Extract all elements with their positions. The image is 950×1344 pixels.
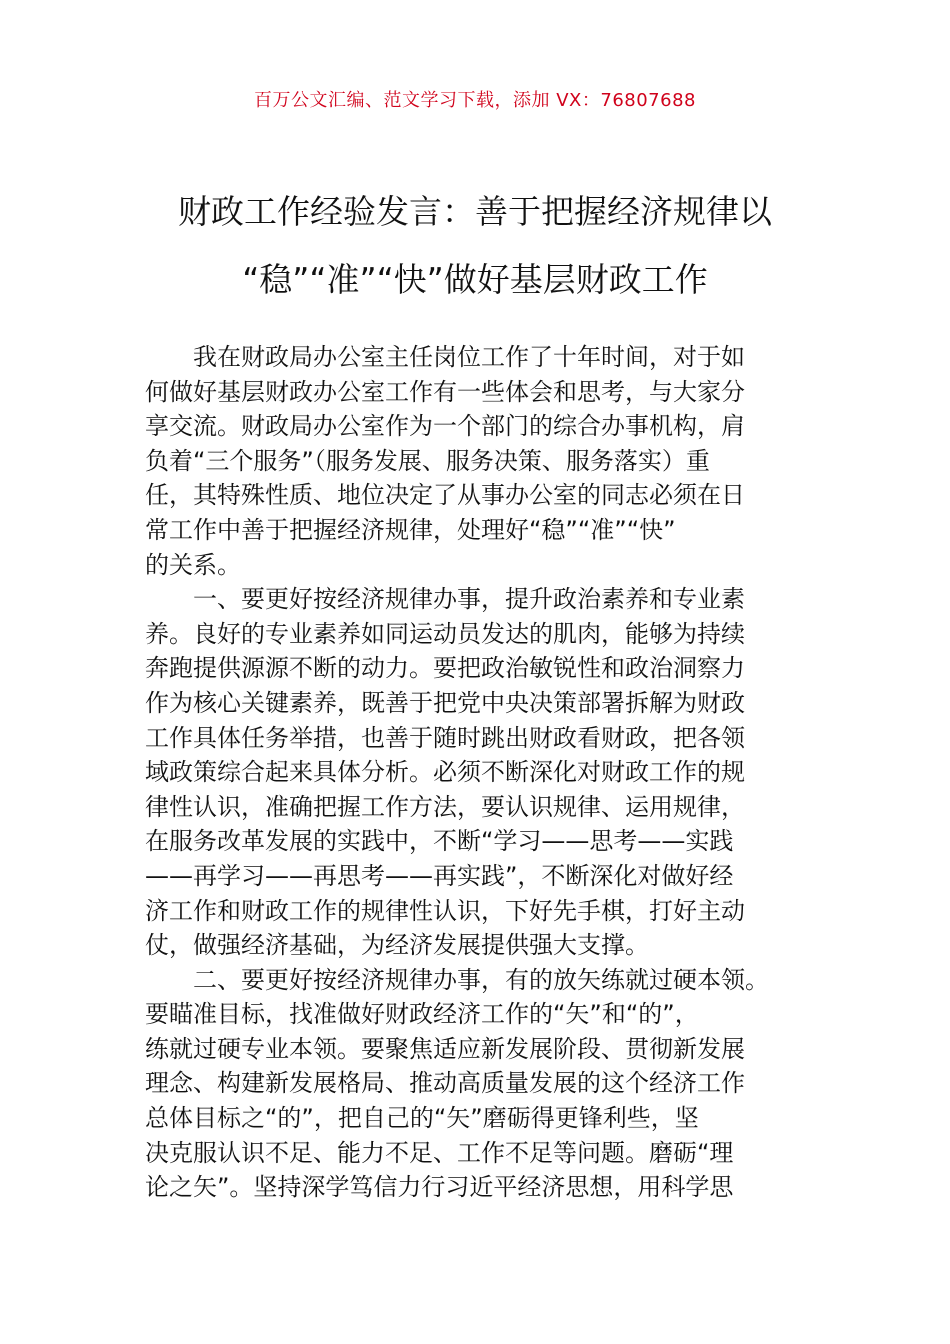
body-line: 决克服认识不足、能力不足、工作不足等问题。磨砺“理 [145, 1138, 734, 1167]
header-banner: 百万公文汇编、范文学习下载，添加 VX：76807688 [254, 90, 696, 111]
body-line: 在服务改革发展的实践中，不断“学习——思考——实践 [145, 827, 734, 856]
body-line: 奔跑提供源源不断的动力。要把政治敏锐性和政治洞察力 [145, 654, 745, 683]
body-line: 律性认识，准确把握工作方法，要认识规律、运用规律， [145, 792, 745, 821]
body-line: 仗，做强经济基础，为经济发展提供强大支撑。 [145, 931, 649, 960]
body-line: 常工作中善于把握经济规律，处理好“稳”“准”“快” [145, 515, 676, 544]
body-line: 一、要更好按经济规律办事，提升政治素养和专业素 [145, 585, 745, 614]
body-line: 济工作和财政工作的规律性认识，下好先手棋，打好主动 [145, 896, 745, 925]
body-line: 域政策综合起来具体分析。必须不断深化对财政工作的规 [145, 758, 745, 787]
body-line: 的关系。 [145, 550, 241, 579]
title-line-2: “稳”“准”“快”做好基层财政工作 [242, 260, 708, 299]
body-line: 享交流。财政局办公室作为一个部门的综合办事机构，肩 [145, 412, 745, 441]
page-title [100, 178, 850, 314]
body-line: 二、要更好按经济规律办事，有的放矢练就过硬本领。 [145, 965, 769, 994]
body-line: 任，其特殊性质、地位决定了从事办公室的同志必须在日 [145, 481, 745, 510]
document-body [145, 340, 805, 1205]
body-line: 练就过硬专业本领。要聚焦适应新发展阶段、贯彻新发展 [145, 1034, 745, 1063]
body-line: 作为核心关键素养，既善于把党中央决策部署拆解为财政 [145, 688, 745, 717]
title-line-1: 财政工作经验发言：善于把握经济规律以 [178, 192, 772, 231]
body-line: 何做好基层财政办公室工作有一些体会和思考，与大家分 [145, 377, 745, 406]
body-line: 养。良好的专业素养如同运动员发达的肌肉，能够为持续 [145, 619, 745, 648]
body-line: ——再学习——再思考——再实践”，不断深化对做好经 [145, 861, 734, 890]
body-line: 要瞄准目标，找准做好财政经济工作的“矢”和“的”， [145, 1000, 699, 1029]
body-line: 负着“三个服务”（服务发展、服务决策、服务落实）重 [145, 446, 710, 475]
body-line: 总体目标之“的”，把自己的“矢”磨砺得更锋利些，坚 [145, 1104, 699, 1133]
body-line: 工作具体任务举措，也善于随时跳出财政看财政，把各领 [145, 723, 745, 752]
body-line: 我在财政局办公室主任岗位工作了十年时间，对于如 [145, 343, 745, 371]
body-line: 论之矢”。坚持深学笃信力行习近平经济思想，用科学思 [145, 1173, 734, 1202]
body-line: 理念、构建新发展格局、推动高质量发展的这个经济工作 [145, 1069, 745, 1098]
